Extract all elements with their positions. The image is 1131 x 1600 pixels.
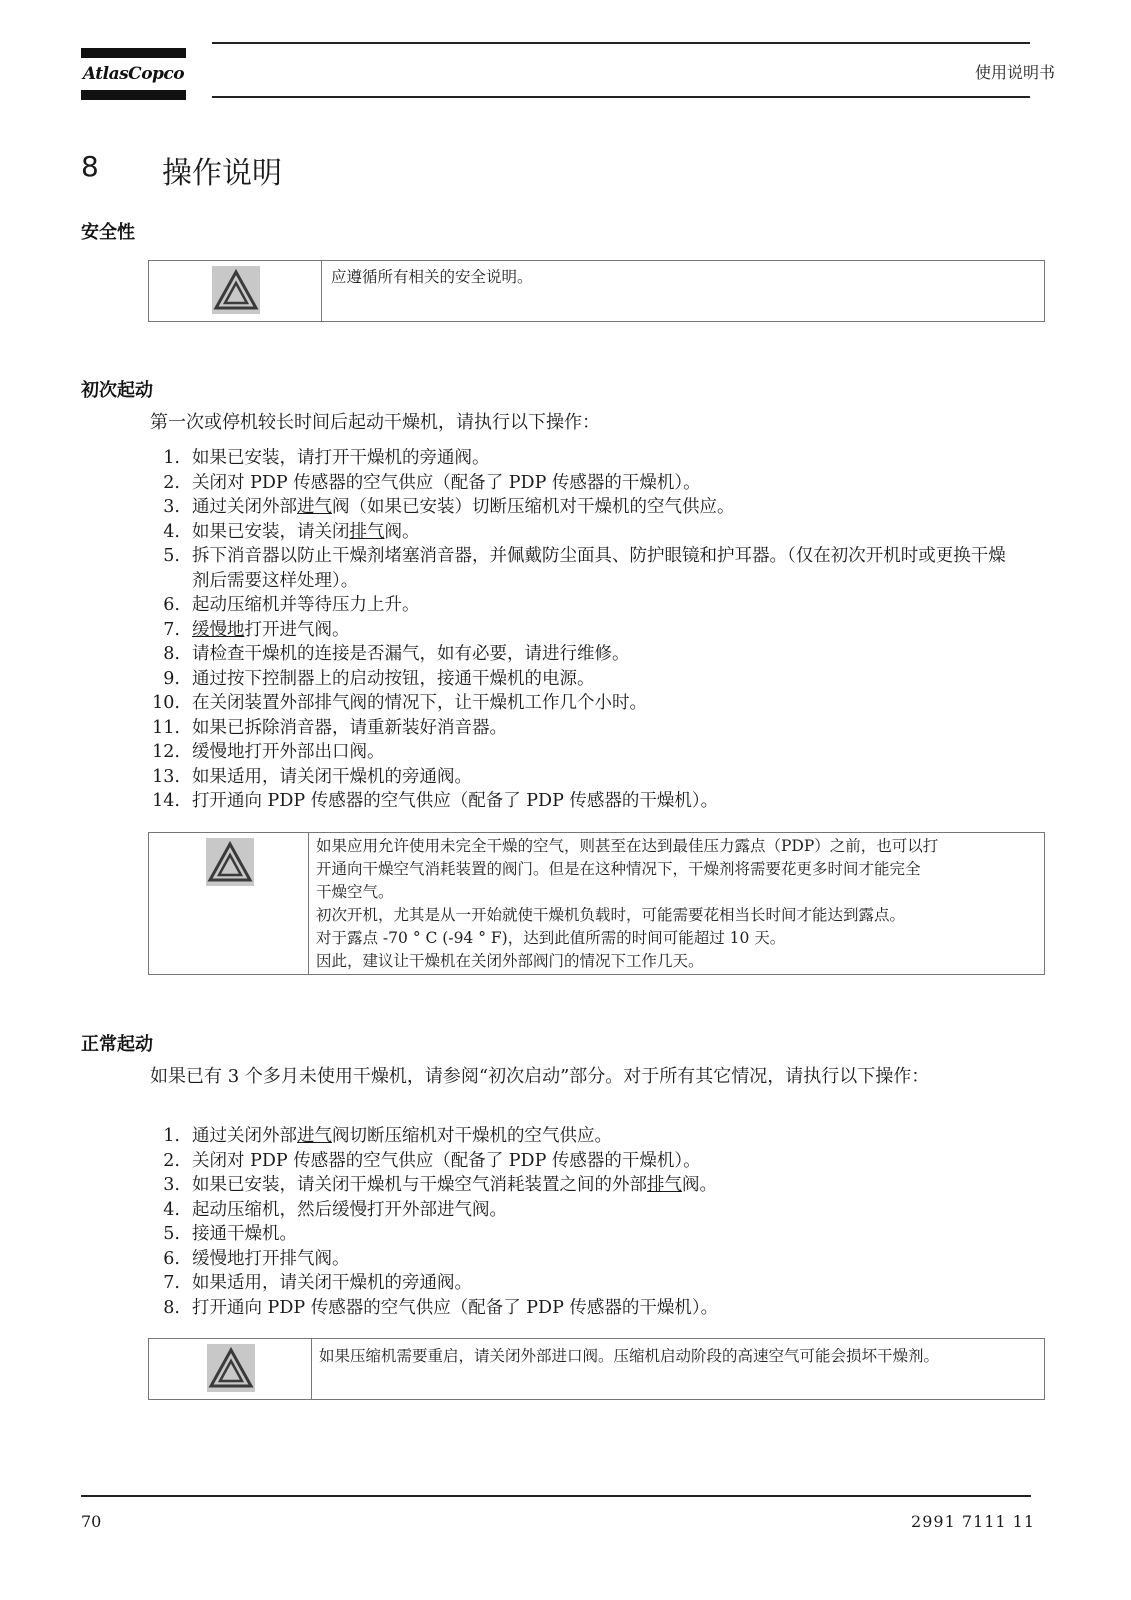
step-item: [150, 593, 1020, 618]
step-number: 2.: [163, 472, 180, 493]
step-item: [150, 495, 1020, 520]
step-item: [150, 1173, 1020, 1198]
step-emphasis: 进气: [297, 1126, 332, 1146]
document-title: 使用说明书: [974, 63, 1055, 82]
warning-line: 如果应用允许使用未完全干燥的空气，则甚至在达到最佳压力露点（PDP）之前，也可以打: [316, 837, 939, 855]
step-emphasis: 进气: [297, 497, 332, 517]
step-number: 4.: [163, 1199, 180, 1220]
step-item: [150, 1124, 1020, 1149]
step-text: 关闭对 PDP 传感器的空气供应（配备了 PDP 传感器的干燥机）。: [192, 1150, 701, 1171]
step-text: 如果已安装，请关闭: [192, 521, 350, 542]
warning-line: 因此，建议让干燥机在关闭外部阀门的情况下工作几天。: [316, 952, 704, 970]
step-text: 通过按下控制器上的启动按钮，接通干燥机的电源。: [192, 668, 595, 689]
step-number: 14.: [152, 791, 180, 811]
step-item: [150, 520, 1020, 545]
step-text: 通过关闭外部: [192, 497, 297, 517]
step-number: 5.: [163, 1224, 180, 1244]
step-item: [150, 1149, 1020, 1174]
warning-triangle-icon: [206, 838, 254, 886]
step-number: 12.: [152, 742, 180, 762]
step-number: 6.: [163, 1248, 180, 1269]
step-text: 请检查干燥机的连接是否漏气，如有必要，请进行维修。: [192, 644, 630, 664]
step-text: 接通干燥机。: [192, 1224, 297, 1244]
step-text: 如果适用，请关闭干燥机的旁通阀。: [192, 766, 472, 787]
step-number: 3.: [163, 1175, 180, 1195]
step-item: [150, 1271, 1020, 1296]
step-text: 阀（如果已安装）切断压缩机对干燥机的空气供应。: [332, 497, 735, 517]
step-item: [150, 716, 1020, 741]
step-number: 8.: [163, 644, 180, 664]
step-item: [150, 765, 1020, 790]
initial-start-intro: 第一次或停机较长时间后起动干燥机，请执行以下操作：: [150, 412, 600, 433]
step-number: 13.: [152, 766, 180, 787]
step-item: [150, 471, 1020, 496]
step-number: 4.: [163, 521, 180, 542]
step-number: 7.: [163, 1273, 180, 1293]
step-text: 在关闭装置外部排气阀的情况下，让干燥机工作几个小时。: [192, 693, 647, 713]
warning-triangle-icon: [212, 266, 260, 314]
warning-line: 开通向干燥空气消耗装置的阀门。但是在这种情况下，干燥剂将需要花更多时间才能完全: [316, 860, 921, 878]
step-text: 起动压缩机并等待压力上升。: [192, 595, 420, 615]
step-item: [150, 446, 1020, 471]
step-number: 1.: [163, 448, 180, 468]
step-emphasis: 排气: [349, 521, 385, 542]
initial-start-steps: [150, 446, 1020, 814]
warning-line: 对于露点 -70 ° C (-94 ° F)，达到此值所需的时间可能超过 10 天。: [316, 929, 786, 947]
step-text: 关闭对 PDP 传感器的空气供应（配备了 PDP 传感器的干燥机）。: [192, 472, 701, 493]
step-text: 缓慢地打开排气阀。: [192, 1248, 350, 1269]
initial-start-warning-box: [148, 832, 1045, 975]
step-text: 如果已安装，请打开干燥机的旁通阀。: [192, 448, 490, 468]
step-item: [150, 642, 1020, 667]
warning-line: 初次开机，尤其是从一开始就使干燥机负载时，可能需要花相当长时间才能达到露点。: [316, 906, 906, 924]
footer-line: [81, 1495, 1031, 1497]
atlas-copco-logo: [81, 48, 186, 100]
step-text: 打开通向 PDP 传感器的空气供应（配备了 PDP 传感器的干燥机）。: [192, 791, 719, 811]
step-text: 通过关闭外部: [192, 1126, 297, 1146]
section-heading-normal-start: 正常起动: [81, 1034, 153, 1055]
step-number: 2.: [163, 1150, 180, 1171]
logo-text: AtlasCopco: [82, 64, 185, 84]
initial-start-warning-text: [316, 835, 1041, 973]
chapter-title: 操作说明: [162, 156, 282, 191]
step-text: 阀。: [384, 521, 420, 542]
step-item: [150, 667, 1020, 692]
header-line-bottom: [212, 96, 1030, 98]
step-text: 缓慢地打开外部出口阀。: [192, 742, 385, 762]
safety-warning-text: 应遵循所有相关的安全说明。: [331, 268, 533, 286]
step-number: 10.: [152, 693, 180, 713]
step-item: [150, 1247, 1020, 1272]
step-text: 如果适用，请关闭干燥机的旁通阀。: [192, 1273, 472, 1293]
step-item: [150, 740, 1020, 765]
warning-line: 干燥空气。: [316, 883, 394, 901]
normal-start-intro: 如果已有 3 个多月未使用干燥机，请参阅“初次启动”部分。对于所有其它情况，请执行以下操作：: [150, 1066, 930, 1087]
step-number: 1.: [163, 1126, 180, 1146]
normal-start-warning-box: [148, 1338, 1045, 1400]
header-line-top: [212, 42, 1030, 44]
step-text: 拆下消音器以防止干燥剂堵塞消音器，并佩戴防尘面具、防护眼镜和护耳器。（仅在初次开机时或更换干燥剂后需要这样处理）。: [192, 546, 1006, 591]
step-emphasis: 排气: [647, 1175, 682, 1195]
step-item: [150, 618, 1020, 643]
chapter-number: 8: [81, 150, 99, 183]
document-number: 2991 7111 11: [911, 1512, 1035, 1531]
step-item: [150, 789, 1020, 814]
step-number: 8.: [163, 1297, 180, 1318]
step-text: 如果已安装，请关闭干燥机与干燥空气消耗装置之间的外部: [192, 1175, 647, 1195]
step-number: 3.: [163, 497, 180, 517]
step-emphasis: 缓慢地: [192, 619, 245, 640]
step-text: 如果已拆除消音器，请重新装好消音器。: [192, 717, 507, 738]
step-text: 打开进气阀。: [244, 619, 350, 640]
normal-start-steps: [150, 1124, 1020, 1320]
warning-triangle-icon: [207, 1344, 255, 1392]
step-text: 起动压缩机，然后缓慢打开外部进气阀。: [192, 1199, 507, 1220]
normal-start-warning-text: 如果压缩机需要重启，请关闭外部进口阀。压缩机启动阶段的高速空气可能会损坏干燥剂。: [319, 1347, 940, 1365]
step-text: 阀。: [682, 1175, 717, 1195]
safety-warning-box: [148, 260, 1045, 322]
step-item: [150, 544, 1020, 593]
step-number: 6.: [163, 595, 180, 615]
step-number: 7.: [163, 619, 180, 640]
page-number: 70: [81, 1512, 102, 1531]
step-number: 9.: [163, 668, 180, 689]
step-item: [150, 691, 1020, 716]
section-heading-safety: 安全性: [81, 222, 135, 243]
step-item: [150, 1198, 1020, 1223]
step-number: 11.: [152, 717, 180, 738]
step-item: [150, 1222, 1020, 1247]
step-item: [150, 1296, 1020, 1321]
section-heading-initial-start: 初次起动: [81, 380, 153, 401]
step-text: 阀切断压缩机对干燥机的空气供应。: [332, 1126, 612, 1146]
step-text: 打开通向 PDP 传感器的空气供应（配备了 PDP 传感器的干燥机）。: [192, 1297, 719, 1318]
step-number: 5.: [163, 546, 180, 566]
